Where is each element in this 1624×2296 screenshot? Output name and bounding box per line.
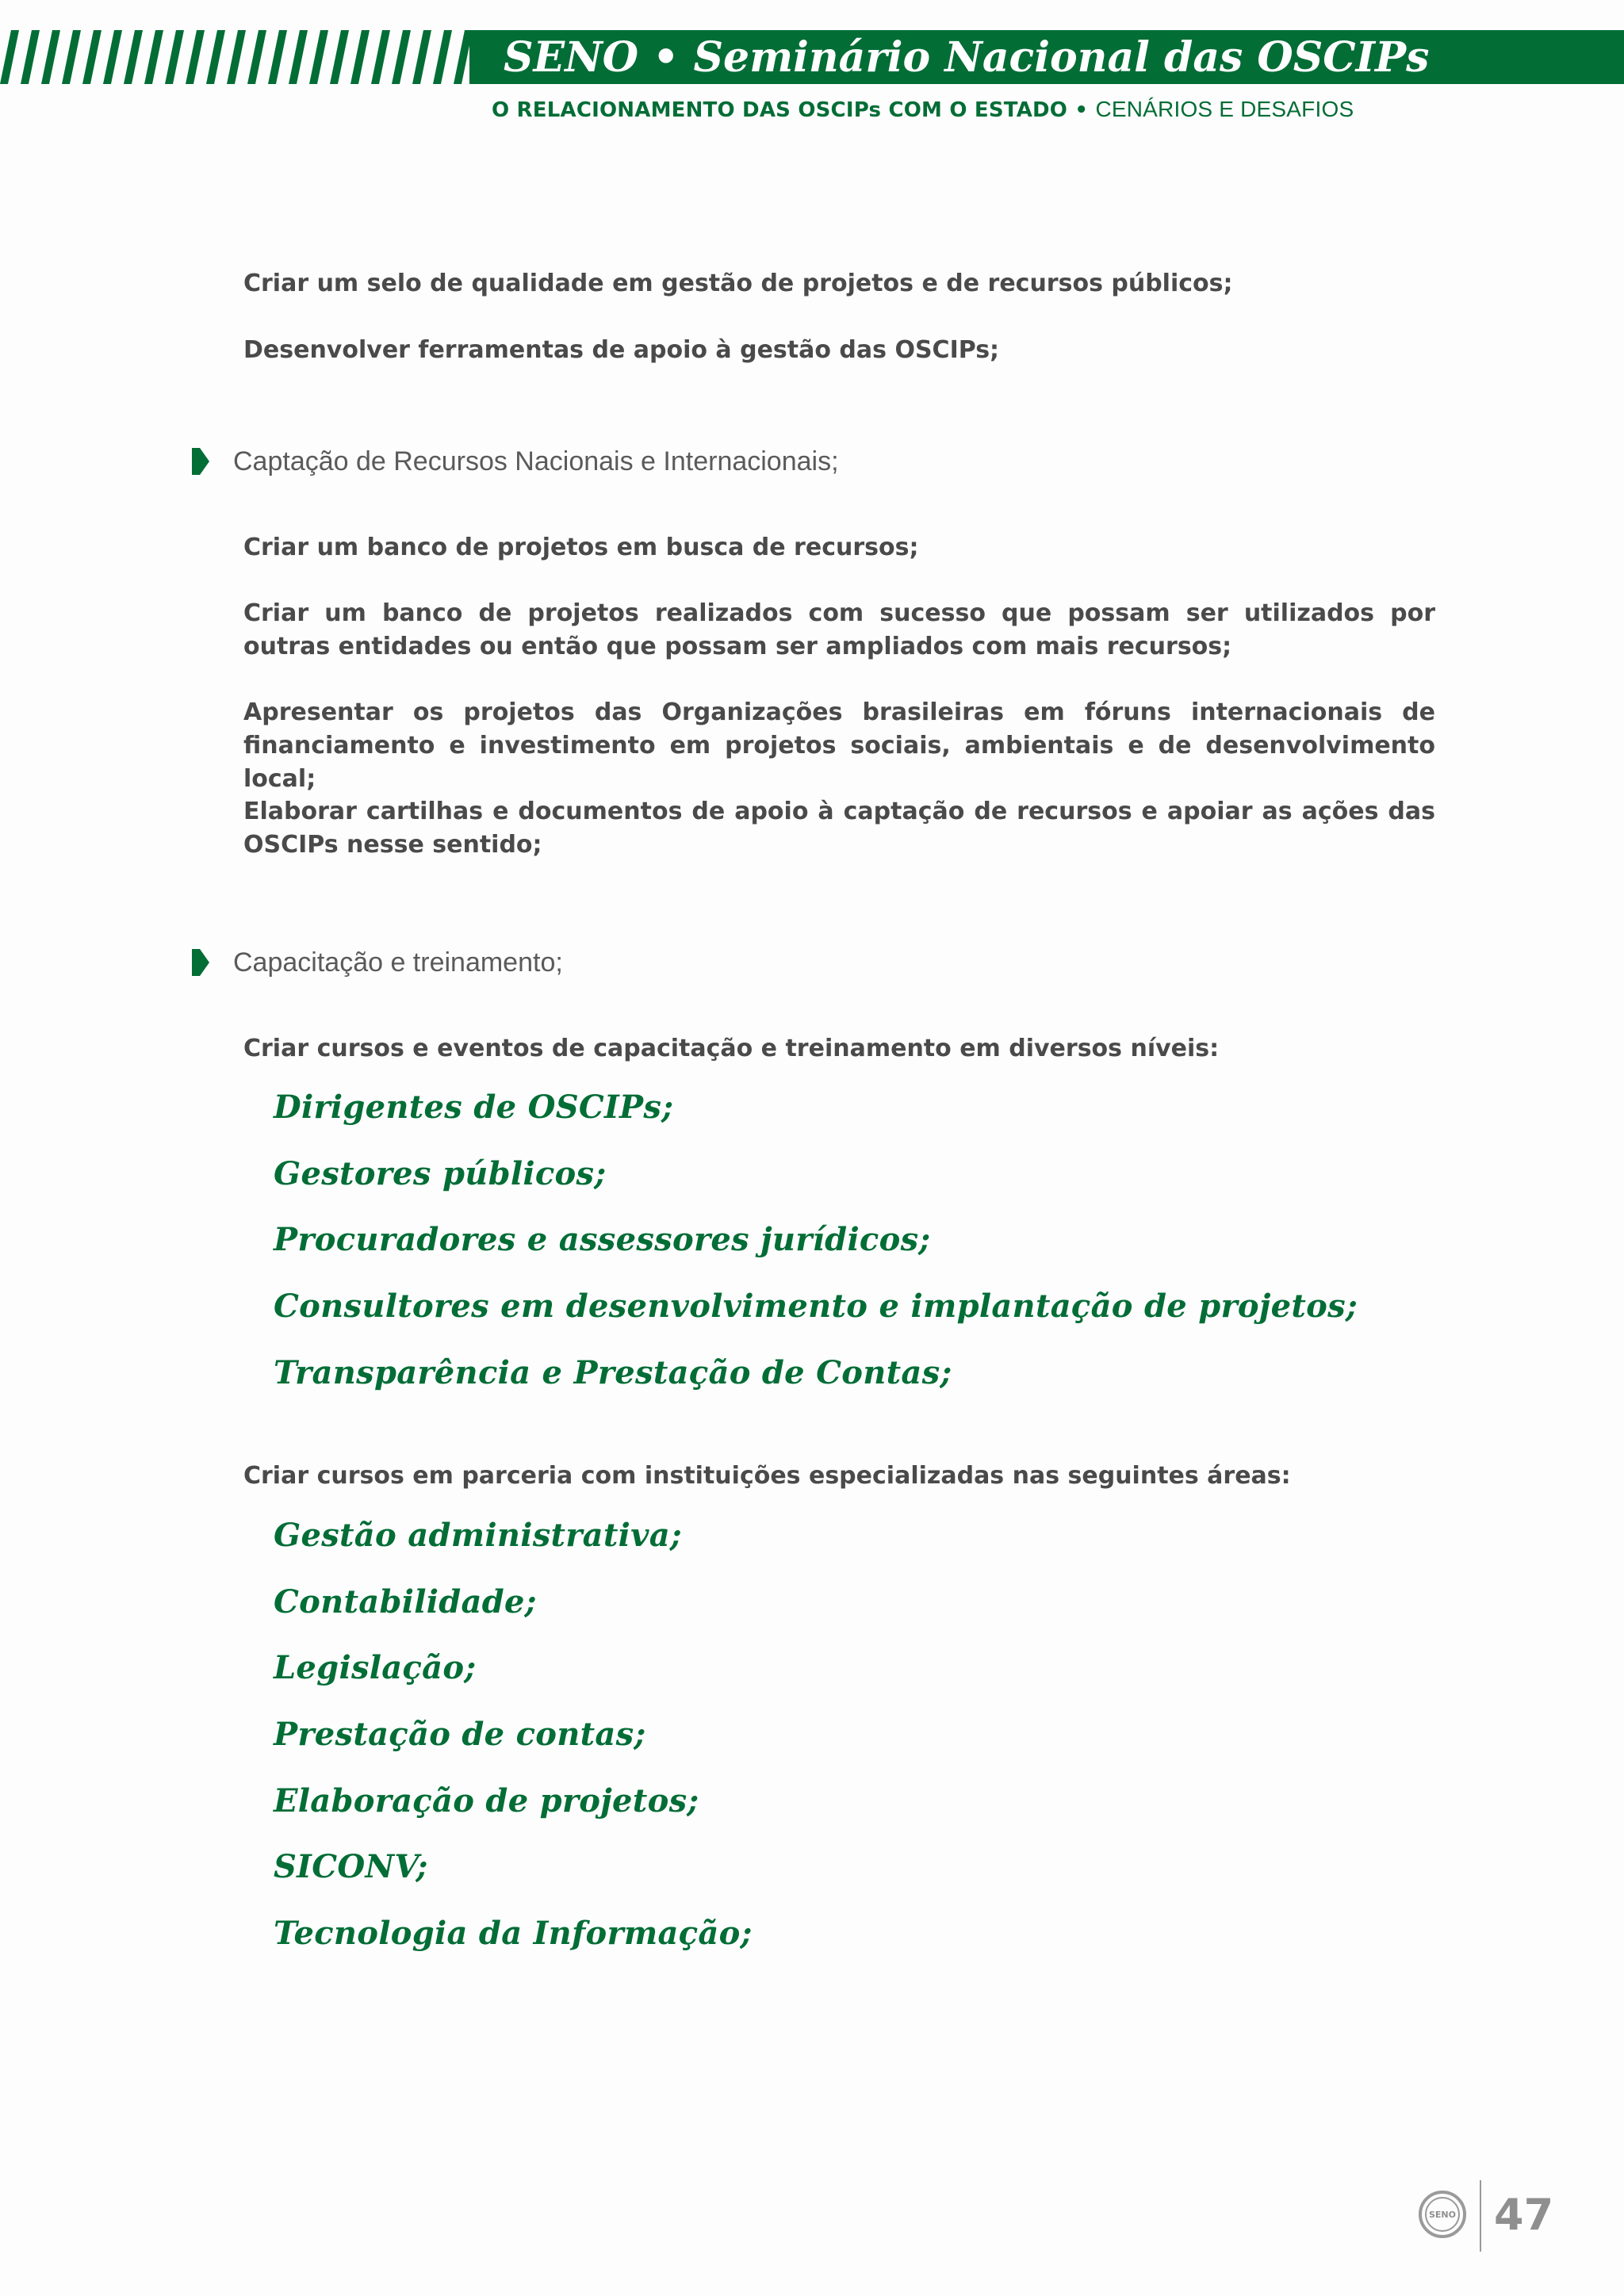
intro-item: Desenvolver ferramentas de apoio à gestão das OSCIPs; bbox=[243, 336, 1000, 364]
header-subtitle-strong: O RELACIONAMENTO DAS OSCIPs COM O ESTADO bbox=[492, 98, 1068, 122]
bullet-arrow-icon bbox=[192, 448, 209, 475]
course-area-item: Elaboração de projetos; bbox=[274, 1782, 699, 1820]
seno-logo-text: SENO bbox=[1429, 2210, 1456, 2220]
training-audience-item: Transparência e Prestação de Contas; bbox=[274, 1354, 952, 1391]
section-1-item: Apresentar os projetos das Organizações brasileiras em fóruns internacionais de financiamento e investimento em projetos sociais, ambientais e de desenvolvimento local; bbox=[243, 698, 1435, 793]
course-area-item: SICONV; bbox=[274, 1848, 428, 1885]
section-1-item: Criar um banco de projetos em busca de recursos; bbox=[243, 534, 919, 561]
header-title: SENO • Seminário Nacional das OSCIPs bbox=[504, 33, 1430, 82]
section-2-intro: Criar cursos e eventos de capacitação e treinamento em diversos níveis: bbox=[243, 1035, 1220, 1062]
intro-item: Criar um selo de qualidade em gestão de projetos e de recursos públicos; bbox=[243, 270, 1233, 297]
page-number: 47 bbox=[1494, 2190, 1554, 2240]
section-2-heading-text: Capacitação e treinamento; bbox=[233, 947, 563, 978]
training-audience-item: Dirigentes de OSCIPs; bbox=[274, 1089, 674, 1126]
course-area-item: Prestação de contas; bbox=[274, 1716, 646, 1753]
course-area-item: Gestão administrativa; bbox=[274, 1517, 682, 1554]
section-2-heading bbox=[192, 947, 563, 978]
bullet-arrow-icon bbox=[192, 949, 209, 976]
course-area-item: Legislação; bbox=[274, 1649, 477, 1686]
seno-logo-icon bbox=[1418, 2190, 1467, 2239]
footer-divider bbox=[1480, 2180, 1481, 2252]
course-area-item: Tecnologia da Informação; bbox=[274, 1915, 753, 1952]
section-2-intro: Criar cursos em parceria com instituições especializadas nas seguintes áreas: bbox=[243, 1462, 1291, 1490]
header-subtitle-separator: • bbox=[1067, 98, 1096, 122]
header-subtitle bbox=[492, 97, 1354, 122]
section-1-heading bbox=[192, 446, 839, 477]
section-1-item: Elaborar cartilhas e documentos de apoio à captação de recursos e apoiar as ações das OSCIPs nesse sentido; bbox=[243, 798, 1435, 859]
section-1-heading-text: Captação de Recursos Nacionais e Internacionais; bbox=[233, 446, 839, 476]
header-stripes-decoration bbox=[0, 30, 500, 84]
section-1-item: Criar um banco de projetos realizados com sucesso que possam ser utilizados por outras entidades ou então que possam ser ampliados com mais recursos; bbox=[243, 599, 1435, 660]
training-audience-item: Gestores públicos; bbox=[274, 1155, 607, 1192]
training-audience-item: Consultores em desenvolvimento e implantação de projetos; bbox=[274, 1288, 1358, 1325]
course-area-item: Contabilidade; bbox=[274, 1583, 537, 1621]
header-subtitle-light: CENÁRIOS E DESAFIOS bbox=[1095, 97, 1354, 121]
training-audience-item: Procuradores e assessores jurídicos; bbox=[274, 1221, 931, 1258]
